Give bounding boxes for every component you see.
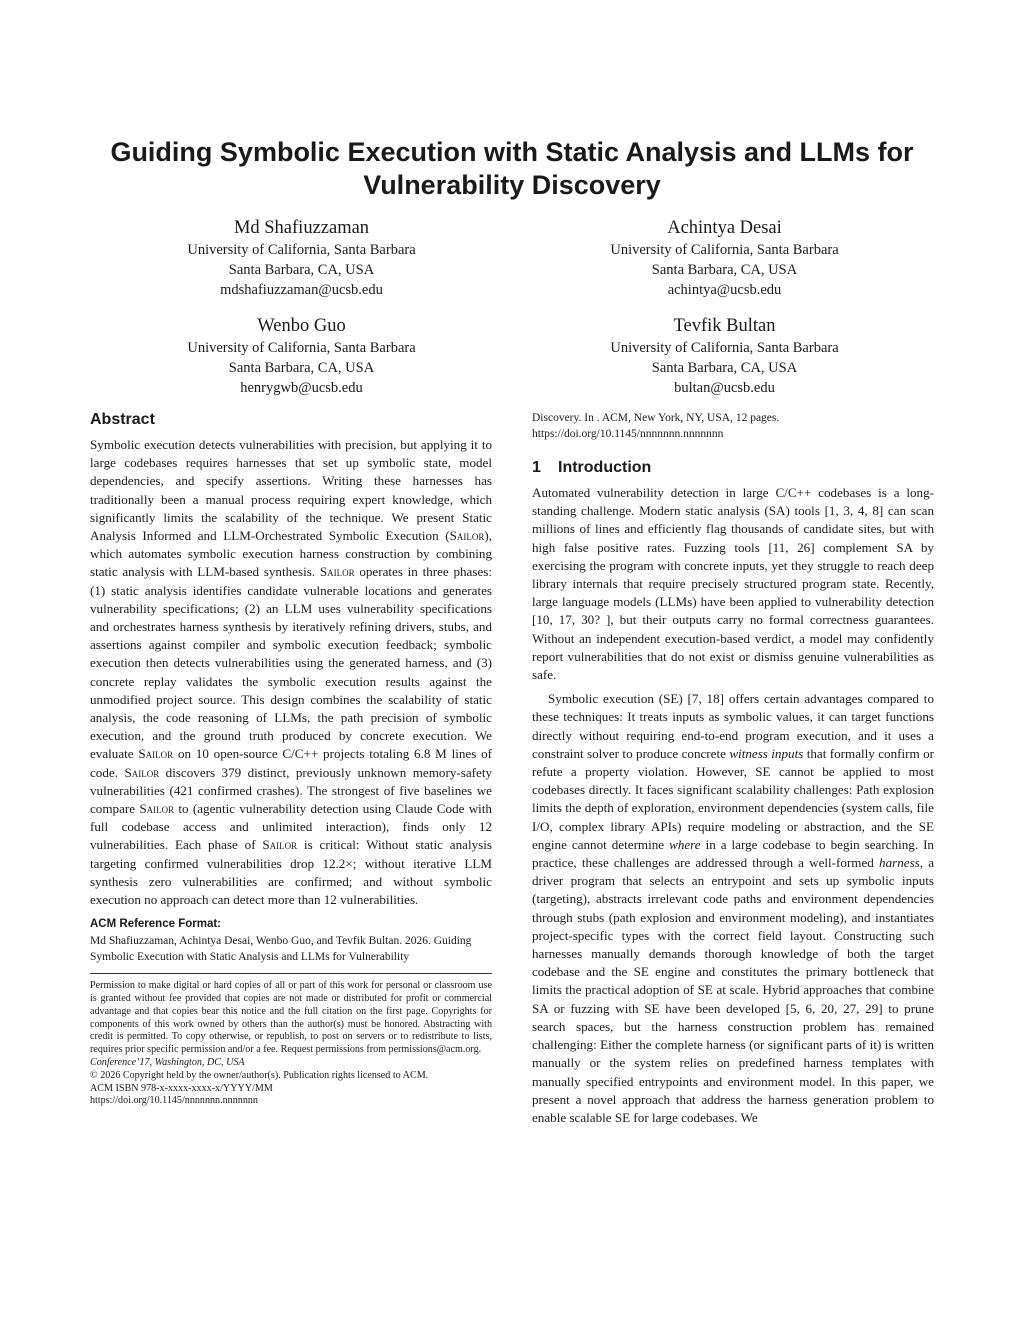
acm-reference-continued: Discovery. In . ACM, New York, NY, USA, 12 pages. https://doi.org/10.1145/nnnnnnn.nnnnnnn bbox=[532, 412, 780, 440]
section-heading-introduction bbox=[532, 458, 934, 478]
acm-reference-text: Md Shafiuzzaman, Achintya Desai, Wenbo Guo, and Tevfik Bultan. 2026. Guiding Symbolic Execution with Static Analysis and LLMs for Vulnerability bbox=[90, 935, 472, 963]
author-location: Santa Barbara, CA, USA bbox=[651, 360, 798, 376]
section-number: 1 bbox=[532, 459, 541, 476]
author-name: Tevfik Bultan bbox=[673, 316, 776, 336]
abstract-heading: Abstract bbox=[90, 411, 155, 428]
abstract-segment: ), which automates symbolic execution harness construction by combining static analysis with LLM-based synthesis. bbox=[90, 528, 492, 580]
system-name: Sailor bbox=[449, 528, 485, 544]
author-email: bultan@ucsb.edu bbox=[674, 380, 775, 396]
paragraph-segment: that formally confirm or refute a property violation. However, SE cannot be applied to most codebases directly. It faces significant scalability challenges: Path explosion limits the depth of exploration, environment dependencies (system calls, file I/O, complex library APIs) require modeling or abstraction, and the SE engine cannot determine bbox=[532, 745, 934, 852]
emphasis-term: harness bbox=[879, 855, 920, 871]
paper-title: Guiding Symbolic Execution with Static Analysis and LLMs for Vulnerability Discovery bbox=[110, 137, 914, 200]
system-name: Sailor bbox=[139, 801, 175, 817]
abstract-segment: on 10 open-source C/C++ projects totaling 6.8 M lines of code. bbox=[90, 746, 492, 780]
author-name: Achintya Desai bbox=[667, 218, 782, 238]
author-affiliation: University of California, Santa Barbara bbox=[610, 242, 839, 258]
abstract-segment: to (agentic vulnerability detection using Claude Code with full codebase access and unlimited interaction), finds only 12 vulnerabilities. Each phase of bbox=[90, 801, 492, 853]
emphasis-term: where bbox=[669, 836, 701, 852]
abstract-text bbox=[90, 436, 492, 909]
system-name: Sailor bbox=[124, 764, 160, 780]
author-location: Santa Barbara, CA, USA bbox=[228, 262, 375, 278]
author-2 bbox=[513, 216, 936, 300]
author-email: achintya@ucsb.edu bbox=[667, 282, 782, 298]
author-name: Wenbo Guo bbox=[257, 316, 346, 336]
author-email: henrygwb@ucsb.edu bbox=[240, 380, 363, 396]
author-location: Santa Barbara, CA, USA bbox=[228, 360, 375, 376]
doi-line: https://doi.org/10.1145/nnnnnnn.nnnnnnn bbox=[90, 1095, 258, 1107]
abstract-segment: operates in three phases: (1) static analysis identifies candidate vulnerable locations and generates vulnerability specifications; (2) an LLM uses vulnerability specifications and orchestrates harness synthesis by iteratively refining drivers, stubs, and assertions against compiler and symbolic execution feedback; symbolic execution then detects vulnerabilities using the generated harness, and (3) concrete replay validates the symbolic execution results against the unmodified project source. This design combines the scalability of static analysis, the code reasoning of LLMs, the path precision of symbolic execution, and the ground truth produced by concrete execution. We evaluate bbox=[90, 564, 493, 762]
author-affiliation: University of California, Santa Barbara bbox=[610, 340, 839, 356]
system-name: Sailor bbox=[138, 746, 174, 762]
system-name: Sailor bbox=[319, 564, 355, 580]
footnote-divider bbox=[90, 973, 492, 974]
paragraph-segment: Symbolic execution (SE) [7, 18] offers certain advantages compared to these techniques: It treats inputs as symbolic values, it can target functions directly without requiring end-to-end program execution, and it uses a constraint solver to produce concrete bbox=[532, 691, 934, 761]
abstract-segment: Symbolic execution detects vulnerabilities with precision, but applying it to large codebases requires harnesses that set up symbolic state, model dependencies, and specify assertions. Writing these harnesses has traditionally been a manual process requiring expert knowledge, which significantly limits the scalability of the technique. We present Static Analysis Informed and LLM-Orchestrated Symbolic Execution ( bbox=[90, 437, 492, 544]
right-column bbox=[532, 410, 934, 1127]
copyright-line: © 2026 Copyright held by the owner/author(s). Publication rights licensed to ACM. bbox=[90, 1069, 429, 1081]
author-name: Md Shafiuzzaman bbox=[233, 218, 370, 238]
author-affiliation: University of California, Santa Barbara bbox=[187, 242, 416, 258]
intro-paragraph-1: Automated vulnerability detection in large C/C++ codebases is a long-standing challenge. Modern static analysis (SA) tools [1, 3, 4, 8] can scan millions of lines and efficiently flag thousands of candidate sites, but with high false positive rates. Fuzzing tools [11, 26] complement SA by exercising the program with concrete inputs, yet they struggle to reach deep library internals that require precisely structured program state. Recently, large language models (LLMs) have been applied to vulnerability detection [10, 17, 30? ], but their outputs carry no formal correctness guarantees. Without an independent execution-based verdict, a model may confidently report vulnerabilities that do not exist or dismiss genuine vulnerabilities as safe. bbox=[532, 485, 934, 683]
author-affiliation: University of California, Santa Barbara bbox=[187, 340, 416, 356]
section-title: Introduction bbox=[558, 459, 652, 476]
author-email: mdshafiuzzaman@ucsb.edu bbox=[220, 282, 383, 298]
paragraph-segment: in a large codebase to begin searching. In practice, these challenges are addressed through a well-formed bbox=[532, 836, 934, 871]
left-column bbox=[90, 410, 492, 1108]
author-4 bbox=[513, 314, 936, 398]
author-3 bbox=[90, 314, 513, 398]
permission-notice: Permission to make digital or hard copies of all or part of this work for personal or classroom use is granted without fee provided that copies are not made or distributed for profit or commercial advantage and that copies bear this notice and the full citation on the first page. Copyrights for components of this work owned by others than the author(s) must be honored. Abstracting with credit is permitted. To copy otherwise, or republish, to post on servers or to redistribute to lists, requires prior specific permission and/or a fee. Request permissions from permissions@acm.org. bbox=[90, 980, 492, 1056]
intro-paragraph-2 bbox=[532, 690, 934, 1127]
abstract-segment: discovers 379 distinct, previously unknown memory-safety vulnerabilities (421 confirmed crashes). The strongest of five baselines we compare bbox=[90, 764, 493, 817]
conference-name: Conference’17, Washington, DC, USA bbox=[90, 1057, 245, 1069]
abstract-segment: is critical: Without static analysis targeting confirmed vulnerabilities drop 12.2×; without iterative LLM synthesis zero vulnerabilities are confirmed; and without symbolic execution no approach can detect more than 12 vulnerabilities. bbox=[90, 837, 492, 908]
author-1 bbox=[90, 216, 513, 300]
emphasis-term: witness inputs bbox=[729, 745, 804, 761]
author-location: Santa Barbara, CA, USA bbox=[651, 262, 798, 278]
acm-reference-heading: ACM Reference Format: bbox=[90, 918, 221, 931]
author-block bbox=[90, 216, 936, 398]
system-name: Sailor bbox=[262, 837, 298, 853]
paragraph-segment: , a driver program that selects an entrypoint and sets up symbolic inputs (targeting), abstracts irrelevant code paths and environment dependencies through stubs (path explosion and environment modeling), and instantiates project-specific types with the correct field layout. Constructing such harnesses manually demands thorough knowledge of both the target codebase and the SE engine and constitutes the primary bottleneck that limits the practical adoption of SE at scale. Hybrid approaches that combine SA or fuzzing with SE have been developed [5, 6, 20, 27, 29] to prune search spaces, but the harness construction problem has remained challenging: Either the complete harness (or significant parts of it) is written manually or the system relies on predefined harness templates with manually specified entrypoints and environment model. In this paper, we present a novel approach that address the harness generation problem to enable scalable SE for large codebases. We bbox=[532, 855, 935, 1125]
isbn-line: ACM ISBN 978-x-xxxx-xxxx-x/YYYY/MM bbox=[90, 1082, 273, 1094]
